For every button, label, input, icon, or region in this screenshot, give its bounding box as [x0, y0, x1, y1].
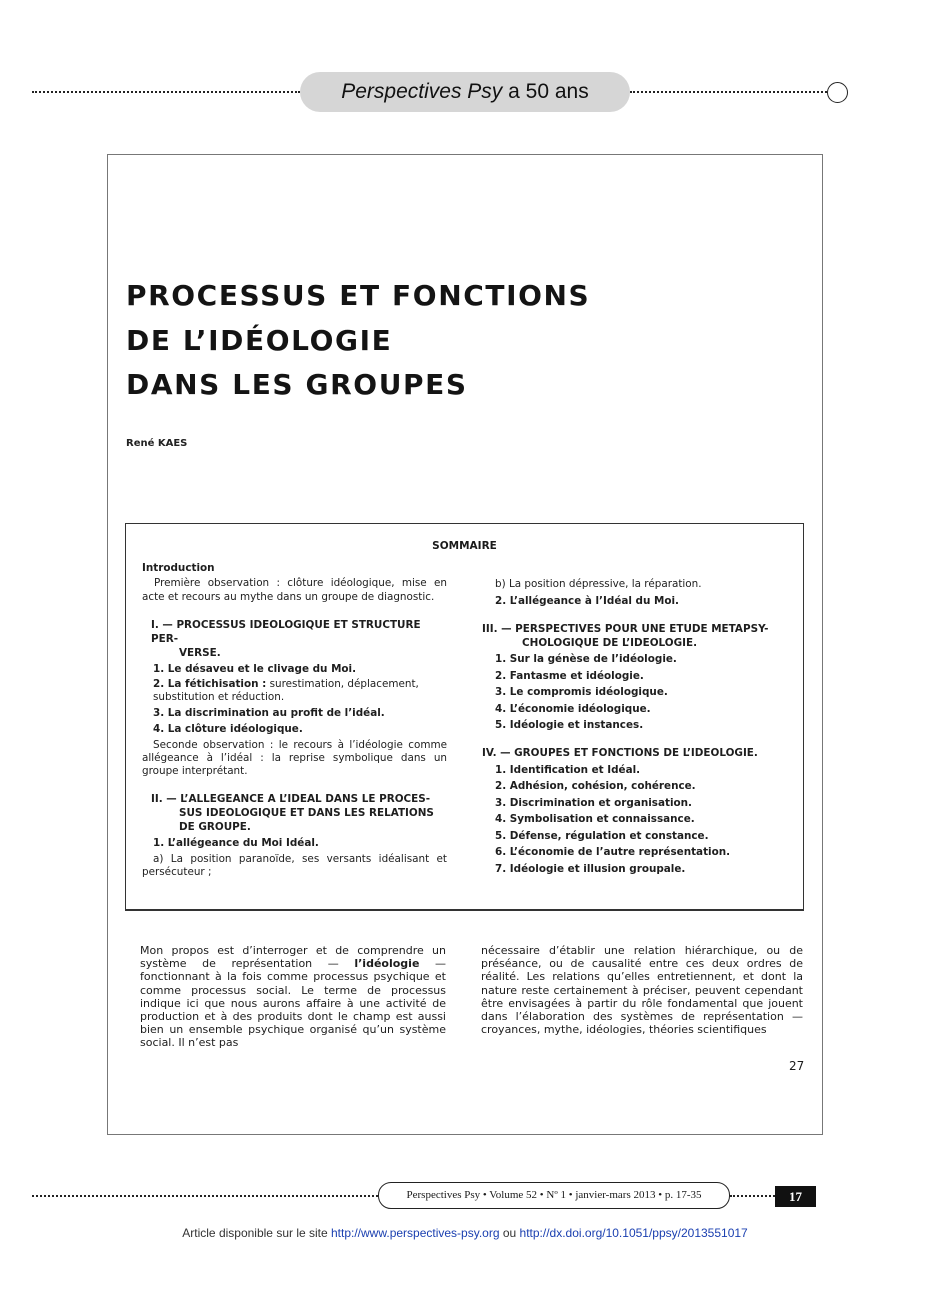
footer-dotted-line-right — [730, 1195, 775, 1197]
body-paragraph — [140, 944, 446, 1050]
footer-citation: Perspectives Psy • Volume 52 • Nº 1 • janvier-mars 2013 • p. 17-35 — [378, 1182, 730, 1209]
site-link[interactable]: http://www.perspectives-psy.org — [331, 1226, 500, 1240]
toc-item — [142, 678, 447, 704]
toc-item: 1. Sur la génèse de l’idéologie. — [495, 653, 677, 665]
toc-item: 1. Identification et Idéal. — [495, 763, 641, 776]
availability-notice — [0, 1226, 930, 1240]
article-author: René KAES — [126, 438, 188, 449]
toc-item-label: 2. La fétichisation : — [153, 678, 267, 690]
availability-text: ou — [499, 1226, 520, 1240]
toc-item: 1. Le désaveu et le clivage du Moi. — [153, 663, 357, 675]
toc-item: 1. L’allégeance du Moi Idéal. — [153, 837, 319, 849]
sommaire-box — [125, 523, 804, 911]
footer-dotted-line-left — [32, 1195, 378, 1197]
header-dotted-line-right — [630, 91, 827, 93]
toc-item: 4. L’économie idéologique. — [495, 702, 651, 715]
section-heading-line: III. — PERSPECTIVES POUR UNE ETUDE METAPSY- — [482, 622, 769, 635]
circle-icon — [827, 82, 848, 103]
footer-page-number: 17 — [775, 1186, 816, 1207]
section-heading-line: CHOLOGIQUE DE L’IDEOLOGIE. — [522, 636, 698, 649]
article-title — [126, 274, 590, 408]
toc-item: 2. L’allégeance à l’Idéal du Moi. — [495, 594, 679, 607]
section-heading-line: VERSE. — [179, 647, 221, 659]
section-heading-line: II. — L’ALLEGEANCE A L’IDEAL DANS LE PROCES- — [151, 793, 431, 805]
toc-subitem: a) La position paranoïde, ses versants idéalisant et persécuteur ; — [142, 853, 447, 878]
header-journal-name: Perspectives Psy — [341, 80, 503, 103]
section-heading-line: SUS IDEOLOGIQUE ET DANS LES RELATIONS — [179, 807, 434, 819]
title-line: DE L’IDÉOLOGIE — [126, 323, 393, 357]
section-heading-line: IV. — GROUPES ET FONCTIONS DE L’IDEOLOGIE. — [482, 747, 758, 759]
second-observation: Seconde observation : le recours à l’idéologie comme allégeance à l’idéal : la reprise symbolique dans un groupe interprétant. — [142, 739, 447, 777]
body-text: — fonctionnant à la fois comme processus psychique et comme processus social. Le terme de processus indique ici que nous aurons affaire à une activité de production et à des produits dont le champ est aussi bien un ensemble psychique organisé qu’un système social. Il n’est pas — [140, 957, 447, 1050]
header-banner — [300, 72, 630, 112]
sommaire-title: SOMMAIRE — [432, 540, 497, 552]
title-line: PROCESSUS ET FONCTIONS — [126, 279, 591, 312]
section-heading-line: I. — PROCESSUS IDEOLOGIQUE ET STRUCTURE PER- — [151, 619, 421, 645]
sommaire-left-column — [142, 560, 447, 879]
toc-item-text: surestimation, déplacement, substitution et réduction. — [153, 678, 419, 703]
body-text-left — [140, 944, 446, 1050]
section-1-heading — [142, 618, 447, 660]
section-2-heading — [142, 792, 447, 834]
section-4-heading — [482, 746, 782, 760]
section-3-heading — [482, 622, 782, 650]
section-heading-line: DE GROUPE. — [179, 821, 251, 833]
toc-item: 3. La discrimination au profit de l’idéal. — [153, 707, 385, 719]
toc-item: 3. Le compromis idéologique. — [495, 686, 668, 698]
toc-subitem: b) La position dépressive, la réparation. — [495, 578, 702, 590]
toc-item: 3. Discrimination et organisation. — [495, 796, 693, 809]
body-emphasis: l’idéologie — [354, 957, 420, 971]
sommaire-right-column — [482, 578, 782, 876]
toc-item: 2. Adhésion, cohésion, cohérence. — [495, 780, 696, 792]
body-text-right: nécessaire d’établir une relation hiérarchique, ou de préséance, ou de causalité entre ces deux ordres de réalité. Les relations qu’elles entretiennent, et dont la nature reste certainement à préciser, peuvent cependant être envisagées à partir du rôle fondamental que jouent dans l’élaboration des systèmes de représentation — croyances, mythe, idéologies, théories scientifiques — [481, 944, 803, 1037]
toc-item: 2. Fantasme et idéologie. — [495, 669, 644, 682]
intro-text: Première observation : clôture idéologique, mise en acte et recours au mythe dans un groupe de diagnostic. — [142, 577, 447, 603]
toc-item: 5. Idéologie et instances. — [495, 719, 644, 731]
toc-item: 5. Défense, régulation et constance. — [495, 829, 709, 842]
toc-item: 6. L’économie de l’autre représentation. — [495, 846, 731, 858]
toc-item: 4. Symbolisation et connaissance. — [495, 813, 695, 825]
doi-link[interactable]: http://dx.doi.org/10.1051/ppsy/2013551017 — [519, 1226, 748, 1240]
body-text: Mon propos est d’interroger et de comprendre un système de représentation — — [140, 944, 446, 971]
intro-heading: Introduction — [142, 562, 215, 574]
title-line: DANS LES GROUPES — [126, 368, 468, 401]
header-anniversary: a 50 ans — [508, 80, 589, 103]
availability-text: Article disponible sur le site — [182, 1226, 331, 1240]
header-dotted-line-left — [32, 91, 300, 93]
toc-item: 4. La clôture idéologique. — [153, 723, 303, 735]
toc-item: 7. Idéologie et illusion groupale. — [495, 862, 686, 875]
original-page-number: 27 — [789, 1059, 805, 1073]
